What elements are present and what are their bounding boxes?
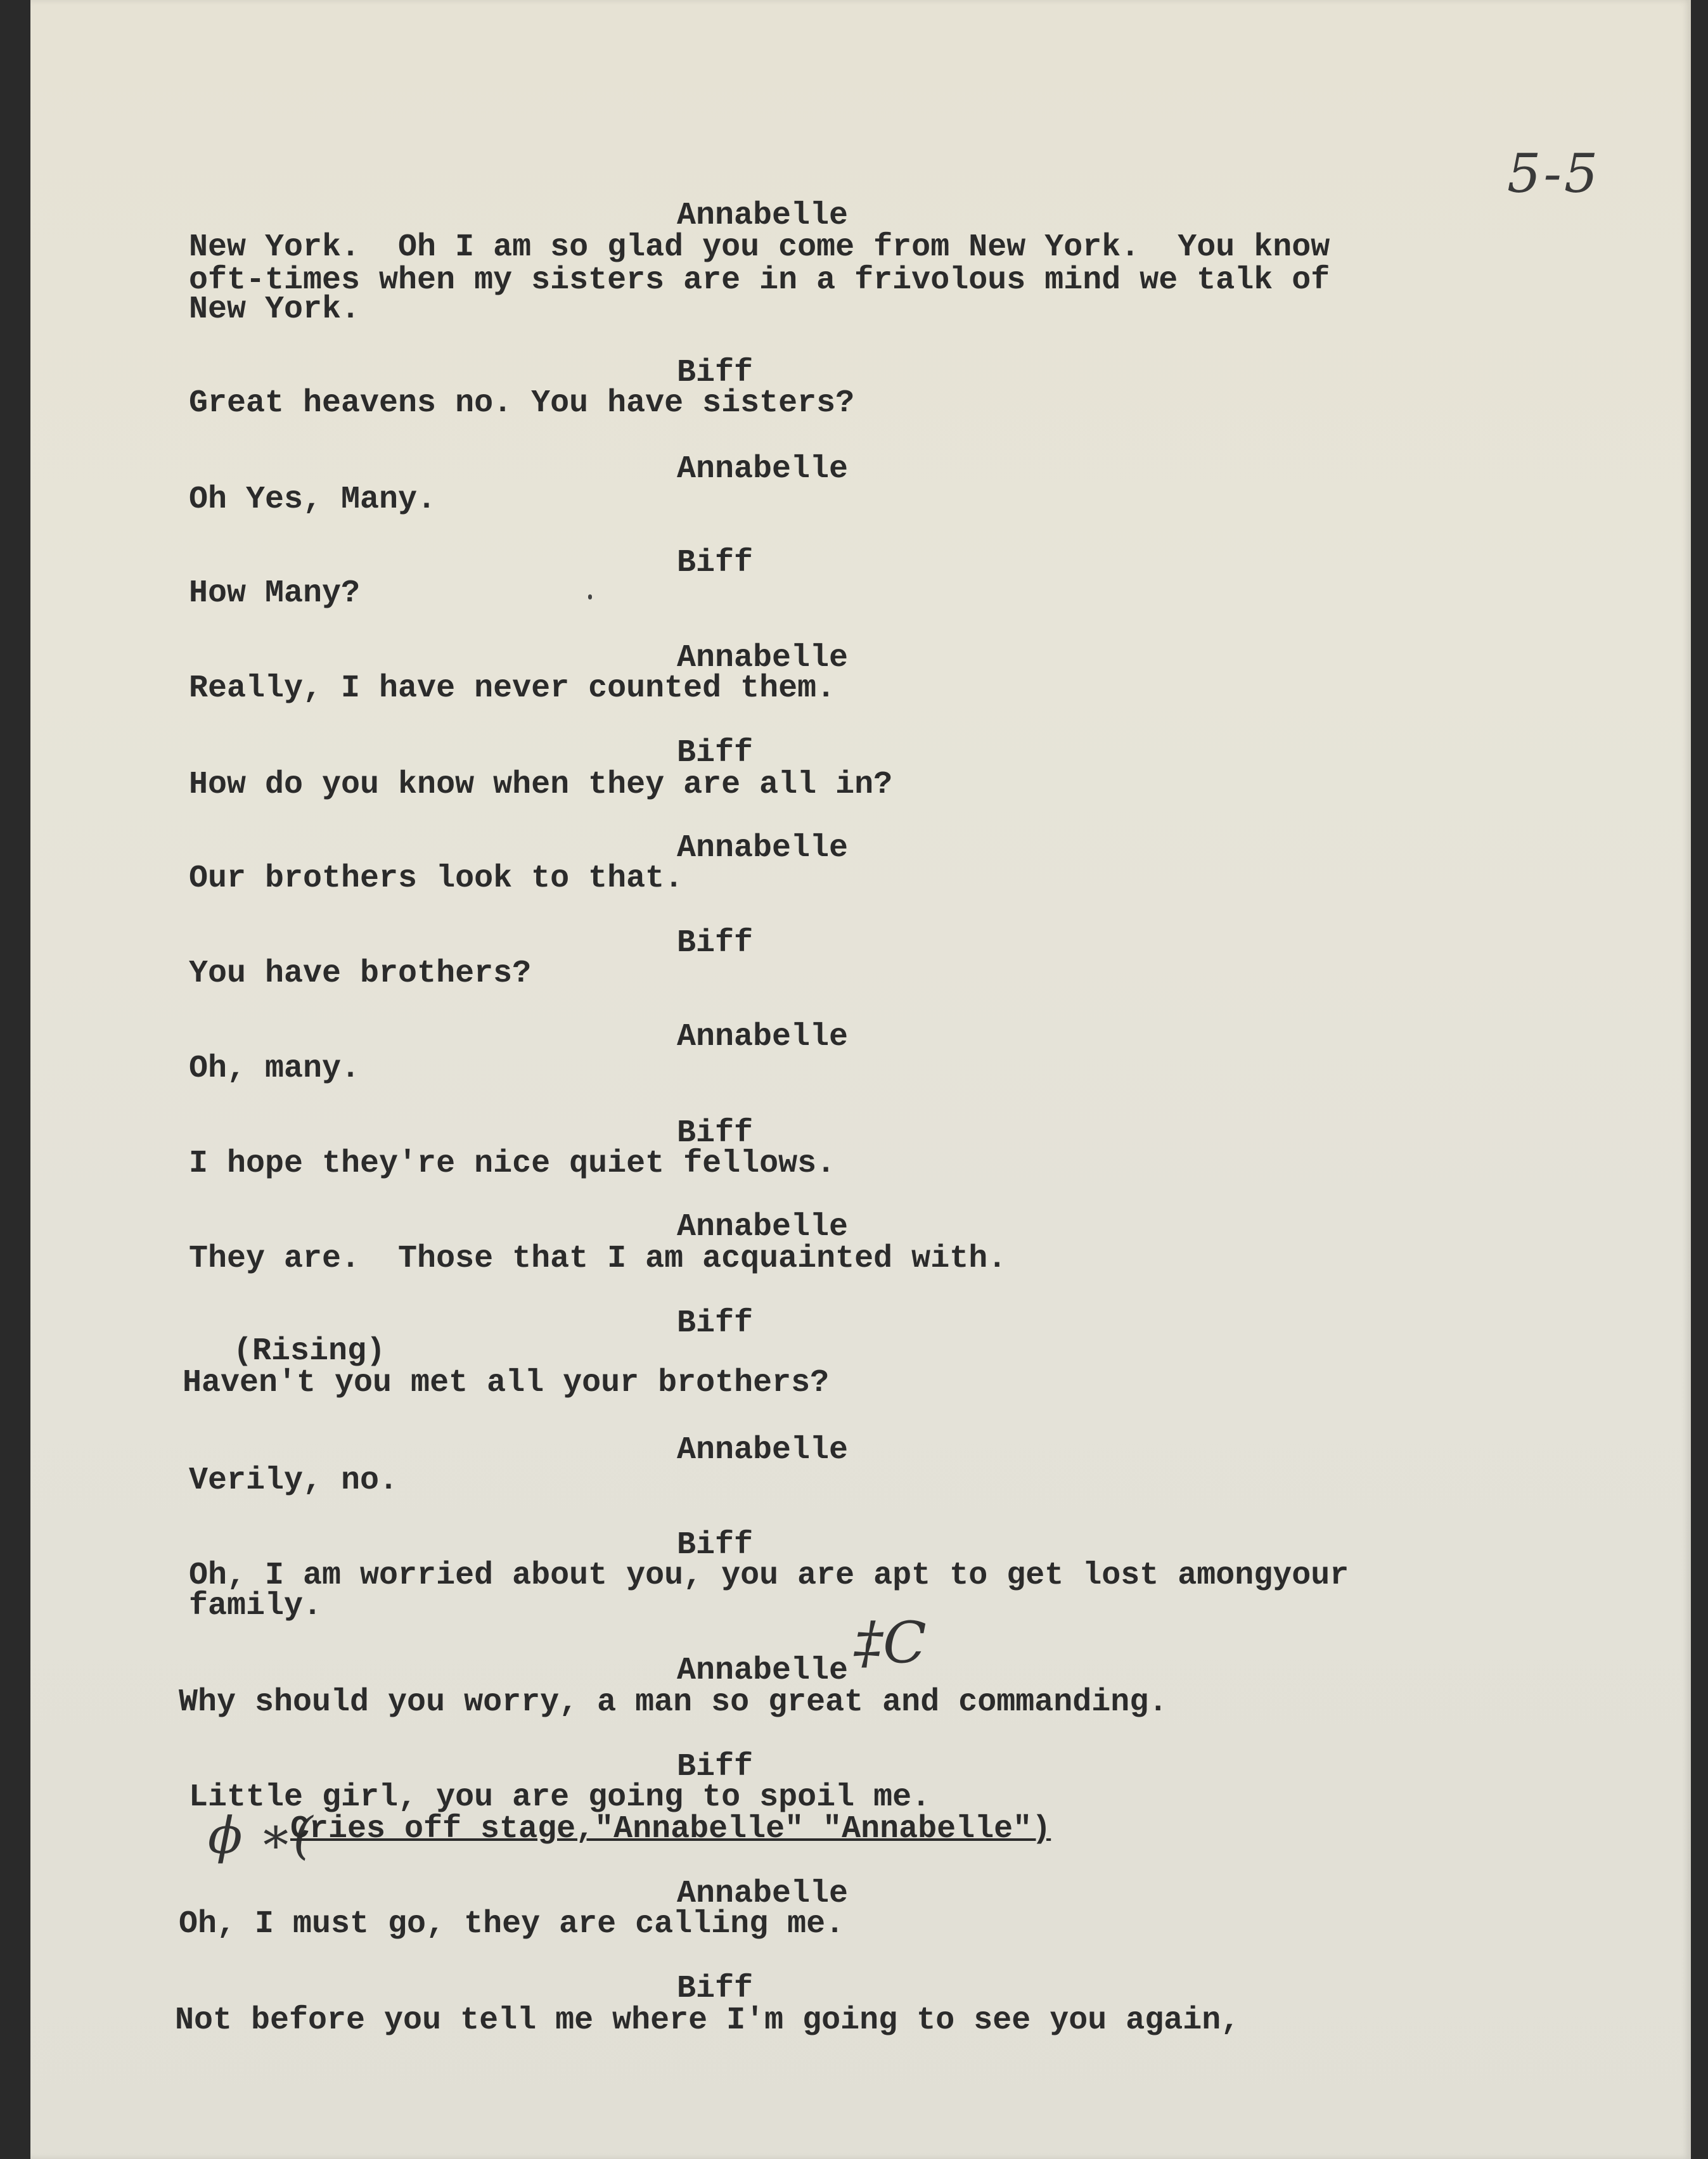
stage-direction-text: Cries off stage,"Annabelle" "Annabelle") xyxy=(290,1811,1051,1847)
typescript-page xyxy=(30,0,1691,2159)
parenthetical-text: (Rising) xyxy=(233,1333,386,1369)
parenthetical-direction xyxy=(233,1333,386,1369)
handwritten-margin-mark: ‡C xyxy=(854,1610,927,1676)
dialogue-line: Little girl, you are going to spoil me. xyxy=(189,1779,931,1816)
speaker-name: Annabelle xyxy=(677,640,849,676)
dialogue-line: Oh Yes, Many. xyxy=(189,482,437,518)
page-number: 5-5 xyxy=(1507,143,1601,205)
speaker-name: Annabelle xyxy=(677,451,849,487)
speaker-name: Biff xyxy=(677,1527,754,1563)
speaker-name: Biff xyxy=(677,735,754,771)
dialogue-line: Oh, I am worried about you, you are apt to get lost amongyour xyxy=(189,1558,1349,1594)
speaker-name: Biff xyxy=(677,1971,754,2007)
speaker-name: Annabelle xyxy=(677,1876,849,1912)
speaker-name: Biff xyxy=(677,1115,754,1151)
speaker-name: Biff xyxy=(677,545,754,581)
speaker-name: Biff xyxy=(677,355,754,391)
dialogue-line: Really, I have never counted them. xyxy=(189,670,836,707)
speaker-name: Annabelle xyxy=(677,1653,849,1689)
speaker-name: Annabelle xyxy=(677,1209,849,1245)
speaker-name: Annabelle xyxy=(677,198,849,234)
dialogue-line: New York. xyxy=(189,291,361,328)
ink-speck xyxy=(588,594,592,599)
dialogue-line: I hope they're nice quiet fellows. xyxy=(189,1146,836,1182)
stage-direction xyxy=(290,1811,1051,1847)
dialogue-line: Our brothers look to that. xyxy=(189,861,684,897)
speaker-name: Biff xyxy=(677,925,754,961)
speaker-name: Annabelle xyxy=(677,830,849,866)
dialogue-line: Not before you tell me where I'm going to see you again, xyxy=(175,2002,1240,2039)
dialogue-line: Why should you worry, a man so great and commanding. xyxy=(179,1684,1168,1720)
dialogue-line: How Many? xyxy=(189,575,361,612)
dialogue-line: Oh, many. xyxy=(189,1051,361,1087)
dialogue-line: How do you know when they are all in? xyxy=(189,767,893,803)
dialogue-line: Verily, no. xyxy=(189,1463,399,1499)
dialogue-line: They are. Those that I am acquainted with. xyxy=(189,1241,1007,1277)
dialogue-line: family. xyxy=(189,1588,323,1624)
speaker-name: Biff xyxy=(677,1749,754,1785)
dialogue-line: Oh, I must go, they are calling me. xyxy=(179,1906,845,1942)
handwritten-margin-mark: ϕ ∗( xyxy=(208,1806,313,1865)
dialogue-line: oft-times when my sisters are in a frivolous mind we talk of xyxy=(189,262,1330,298)
speaker-name: Annabelle xyxy=(677,1432,849,1468)
speaker-name: Annabelle xyxy=(677,1019,849,1055)
dialogue-line: Great heavens no. You have sisters? xyxy=(189,385,855,421)
dialogue-line: You have brothers? xyxy=(189,956,532,992)
dialogue-line: New York. Oh I am so glad you come from New York. You know xyxy=(189,229,1330,266)
speaker-name: Biff xyxy=(677,1305,754,1342)
dialogue-line: Haven't you met all your brothers? xyxy=(183,1365,830,1401)
